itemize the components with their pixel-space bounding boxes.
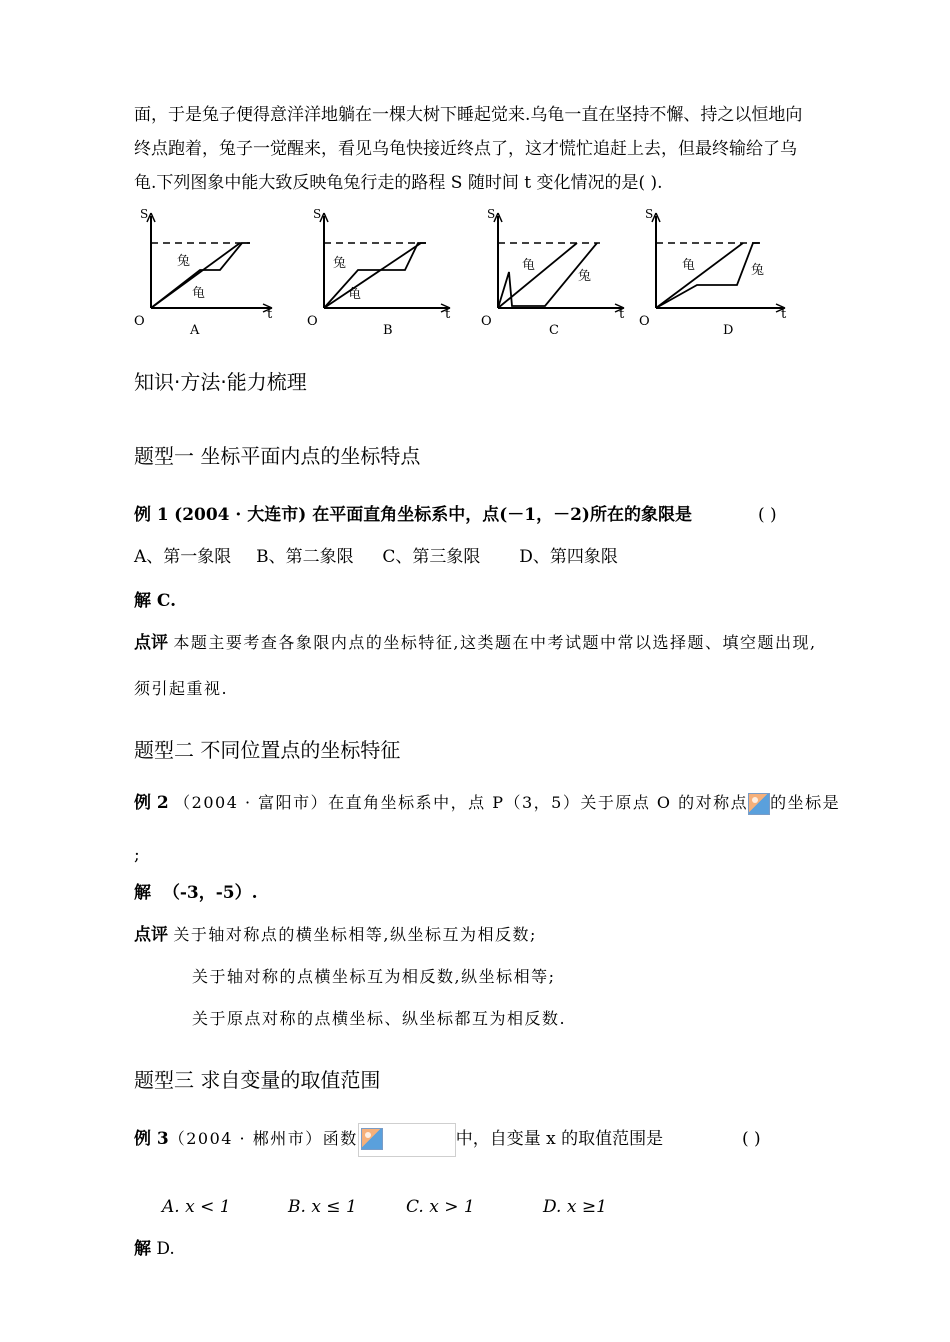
choice-d-letter: D.	[543, 1197, 562, 1217]
comment-line-2: 关于轴对称的点横坐标互为相反数,纵坐标相等;	[192, 967, 556, 986]
type3-title: 题型三 求自变量的取值范围	[134, 1068, 381, 1092]
graph-a-t-label: t	[267, 307, 273, 322]
example-1-text: (2004 · 大连市) 在平面直角坐标系中，点(－1，－2)所在的象限是	[174, 505, 692, 525]
formula-image-icon	[361, 1128, 383, 1150]
graph-b-o-label: O	[307, 314, 318, 329]
graph-b-rabbit-label: 兔	[333, 256, 347, 271]
example-3-label: 例 3	[134, 1129, 169, 1149]
graph-d-turtle-label: 龟	[682, 258, 696, 273]
example-2	[134, 786, 840, 820]
example-2-solution	[134, 876, 258, 910]
choice-c-letter: C.	[406, 1197, 424, 1217]
graph-d	[639, 207, 787, 338]
comment-label: 点评	[134, 925, 168, 945]
example-1-comment	[134, 626, 817, 660]
graph-b-turtle-label: 龟	[348, 287, 362, 302]
graph-c-option: C	[549, 323, 559, 338]
graph-a-rabbit-label: 兔	[177, 254, 191, 269]
graph-c-s-label: S	[487, 207, 496, 221]
example-3-text-end: 中，自变量 x 的取值范围是	[455, 1129, 664, 1149]
choice-d-expr: x ≥1	[566, 1197, 607, 1217]
graph-a-turtle-label: 龟	[192, 286, 206, 301]
example-3-solution	[134, 1232, 175, 1266]
comment-label: 点评	[134, 633, 168, 653]
example-3-answer-paren: ( )	[742, 1129, 761, 1149]
graph-c-rabbit-label: 兔	[578, 269, 592, 284]
example-2-semicolon: ;	[134, 845, 140, 865]
solution-value: （-3，-5）.	[162, 883, 258, 903]
example-2-text: （2004 · 富阳市）在直角坐标系中，点 P（3，5）关于原点 O 的对称点	[174, 793, 749, 812]
example-1-solution	[134, 584, 176, 618]
graph-c	[481, 207, 625, 338]
solution-label: 解	[134, 883, 151, 903]
example-1-choices	[134, 540, 618, 574]
example-3-choice-d	[543, 1190, 607, 1224]
example-3	[134, 1122, 663, 1157]
graph-c-o-label: O	[481, 314, 492, 329]
choice-d: D、第四象限	[519, 547, 618, 567]
choice-b-letter: B.	[288, 1197, 306, 1217]
example-2-label: 例 2	[134, 793, 169, 813]
graph-b	[307, 207, 451, 338]
graph-d-t-label: t	[781, 307, 787, 322]
graph-a-o-label: O	[134, 314, 145, 329]
choice-b: B、第二象限	[256, 547, 354, 567]
choice-c: C、第三象限	[382, 547, 481, 567]
graph-a-option: A	[190, 323, 200, 338]
example-1-comment-line-2: 须引起重视.	[134, 679, 229, 698]
graph-d-s-label: S	[645, 207, 654, 221]
comment-line-3: 关于原点对称的点横坐标、纵坐标都互为相反数.	[192, 1009, 567, 1028]
example-3-choice-c	[406, 1190, 475, 1224]
solution-label: 解	[134, 591, 151, 611]
type2-title: 题型二 不同位置点的坐标特征	[134, 738, 401, 762]
solution-value: C.	[156, 591, 177, 611]
example-3-choices	[162, 1190, 231, 1224]
graph-c-t-label: t	[619, 307, 625, 322]
choice-b-expr: x ≤ 1	[311, 1197, 357, 1217]
graph-c-turtle-label: 龟	[522, 258, 536, 273]
section-title: 知识·方法·能力梳理	[134, 370, 307, 394]
graph-a	[134, 207, 273, 338]
graph-d-rabbit-label: 兔	[751, 263, 765, 278]
graph-d-option: D	[723, 323, 734, 338]
example-1-label: 例 1	[134, 505, 169, 525]
solution-value: D.	[156, 1239, 175, 1259]
intro-line-3: 龟.下列图象中能大致反映龟兔行走的路程 S 随时间 t 变化情况的是( ).	[134, 173, 663, 193]
example-1-answer-paren: ( )	[758, 505, 777, 525]
race-graphs	[120, 200, 820, 345]
choice-a: A、第一象限	[134, 547, 232, 567]
solution-label: 解	[134, 1239, 151, 1259]
example-3-choice-b	[288, 1190, 357, 1224]
graph-d-o-label: O	[639, 314, 650, 329]
intro-line-1: 面，于是兔子便得意洋洋地躺在一棵大树下睡起觉来.乌龟一直在坚持不懈、持之以恒地向	[134, 105, 803, 125]
graph-b-s-label: S	[313, 207, 322, 221]
graph-a-s-label: S	[140, 207, 149, 221]
comment-text: 本题主要考查各象限内点的坐标特征,这类题在中考试题中常以选择题、填空题出现,	[173, 633, 817, 652]
type1-title: 题型一 坐标平面内点的坐标特点	[134, 444, 421, 468]
comment-line-1: 关于轴对称点的横坐标相等,纵坐标互为相反数;	[173, 925, 537, 944]
example-1	[134, 498, 692, 532]
choice-c-expr: x > 1	[429, 1197, 475, 1217]
intro-line-2: 终点跑着，兔子一觉醒来，看见乌龟快接近终点了，这才慌忙追赶上去，但最终输给了乌	[134, 139, 797, 159]
example-2-text-end: 的坐标是	[770, 793, 841, 812]
example-2-comment	[134, 918, 537, 952]
graph-b-t-label: t	[445, 307, 451, 322]
formula-image-icon	[748, 793, 770, 815]
graph-b-option: B	[383, 323, 393, 338]
function-formula-image	[358, 1123, 456, 1157]
example-3-text: （2004 · 郴州市）函数	[168, 1129, 358, 1148]
choice-a-letter: A.	[162, 1197, 180, 1217]
choice-a-expr: x < 1	[185, 1197, 231, 1217]
